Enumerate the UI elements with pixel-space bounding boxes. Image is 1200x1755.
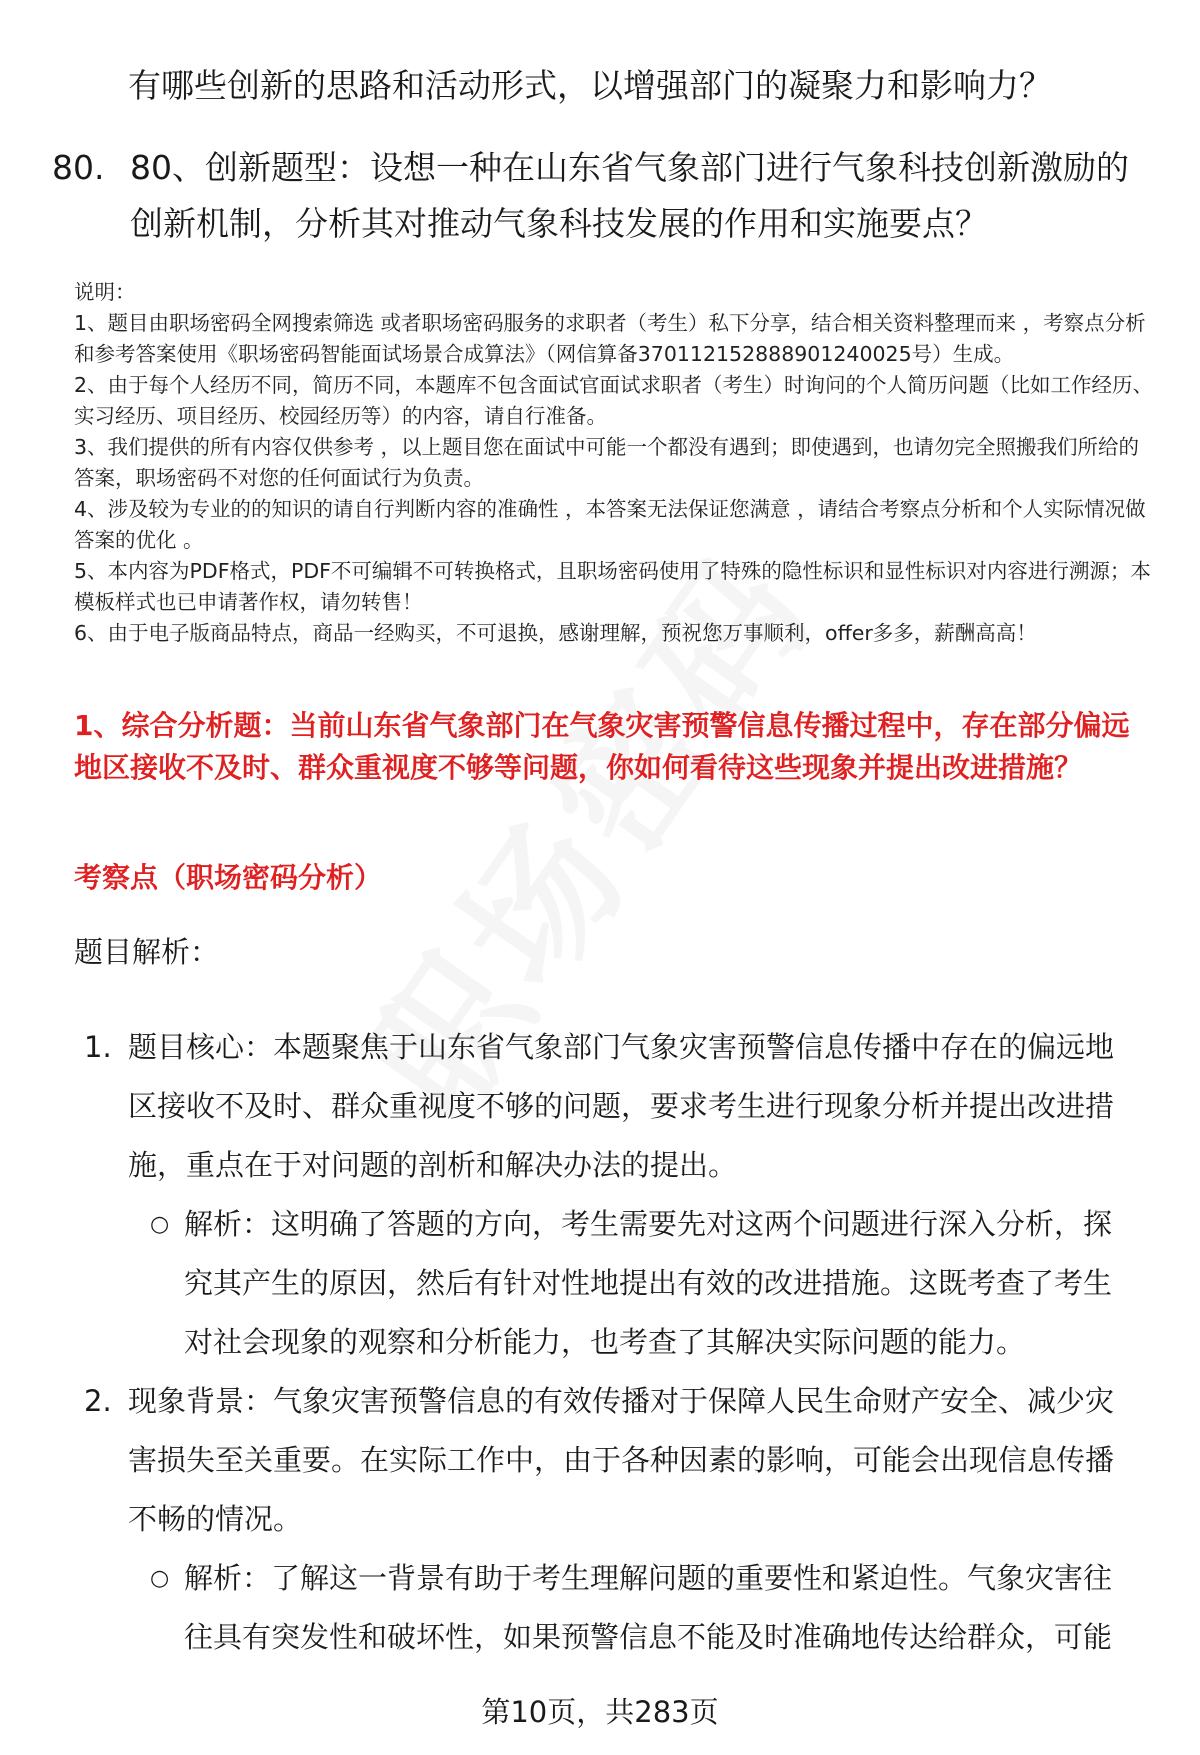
question-80-text: 80、创新题型：设想一种在山东省气象部门进行气象科技创新激励的创新机制，分析其对推动气象科技发展的作用和实施要点？ xyxy=(130,148,1129,243)
note-item: 2、由于每个人经历不同，简历不同，本题库不包含面试官面试求职者（考生）时询问的个人简历问题（比如工作经历、实习经历、项目经历、校园经历等）的内容，请自行准备。 xyxy=(74,373,1154,428)
analysis-sub-item xyxy=(150,1549,1164,1667)
analysis-item-number: 1. xyxy=(84,1030,112,1064)
analysis-sub-text: 解析：这明确了答题的方向，考生需要先对这两个问题进行深入分析，探究其产生的原因，然后有针对性地提出有效的改进措施。这既考查了考生对社会现象的观察和分析能力，也考查了其解决实际问题的能力。 xyxy=(184,1207,1113,1359)
note-item: 3、我们提供的所有内容仅供参考 ，以上题目您在面试中可能一个都没有遇到；即使遇到，也请勿完全照搬我们所给的答案，职场密码不对您的任何面试行为负责。 xyxy=(74,435,1140,490)
analysis-item-text: 现象背景：气象灾害预警信息的有效传播对于保障人民生命财产安全、减少灾害损失至关重要。在实际工作中，由于各种因素的影响，可能会出现信息传播不畅的情况。 xyxy=(128,1384,1115,1536)
analysis-item-number: 2. xyxy=(84,1384,112,1418)
analysis-item-text: 题目核心：本题聚焦于山东省气象部门气象灾害预警信息传播中存在的偏远地区接收不及时、群众重视度不够的问题，要求考生进行现象分析并提出改进措施，重点在于对问题的剖析和解决办法的提出。 xyxy=(128,1030,1115,1182)
page-footer: 第10页，共283页 xyxy=(481,1695,719,1729)
analysis-item xyxy=(84,1018,1164,1195)
analysis-list xyxy=(84,1018,1164,1667)
note-item: 6、由于电子版商品特点，商品一经购买，不可退换，感谢理解，预祝您万事顺利，offer多多，薪酬高高！ xyxy=(74,621,1037,645)
notes-title: 说明： xyxy=(74,280,136,304)
note-item: 4、涉及较为专业的的知识的请自行判断内容的准确性 ，本答案无法保证您满意 ，请结合考察点分析和个人实际情况做答案的优化 。 xyxy=(74,497,1146,552)
hollow-bullet-icon: ○ xyxy=(150,1566,170,1591)
question-80-number: 80. xyxy=(52,148,105,187)
analysis-title: 题目解析： xyxy=(74,935,220,969)
previous-question-continuation: 有哪些创新的思路和活动形式，以增强部门的凝聚力和影响力？ xyxy=(128,66,1052,105)
exam-point-label: 考察点（职场密码分析） xyxy=(74,861,383,894)
question-80 xyxy=(52,140,1152,252)
analysis-sub-text: 解析：了解这一背景有助于考生理解问题的重要性和紧迫性。气象灾害往往具有突发性和破坏性，如果预警信息不能及时准确地传达给群众，可能 xyxy=(184,1561,1113,1654)
note-item: 5、本内容为PDF格式，PDF不可编辑不可转换格式，且职场密码使用了特殊的隐性标识和显性标识对内容进行溯源；本模板样式也已申请著作权，请勿转售！ xyxy=(74,559,1151,614)
analysis-item xyxy=(84,1372,1164,1549)
note-item: 1、题目由职场密码全网搜索筛选 或者职场密码服务的求职者（考生）私下分享，结合相关资料整理而来 ，考察点分析和参考答案使用《职场密码智能面试场景合成算法》（网信算备370112152888901240025号）生成。 xyxy=(74,311,1146,366)
hollow-bullet-icon: ○ xyxy=(150,1212,170,1237)
analysis-sub-item xyxy=(150,1195,1164,1372)
notes-section xyxy=(74,277,1154,649)
question-1-heading: 1、综合分析题：当前山东省气象部门在气象灾害预警信息传播过程中，存在部分偏远地区接收不及时、群众重视度不够等问题，你如何看待这些现象并提出改进措施？ xyxy=(74,709,1130,784)
